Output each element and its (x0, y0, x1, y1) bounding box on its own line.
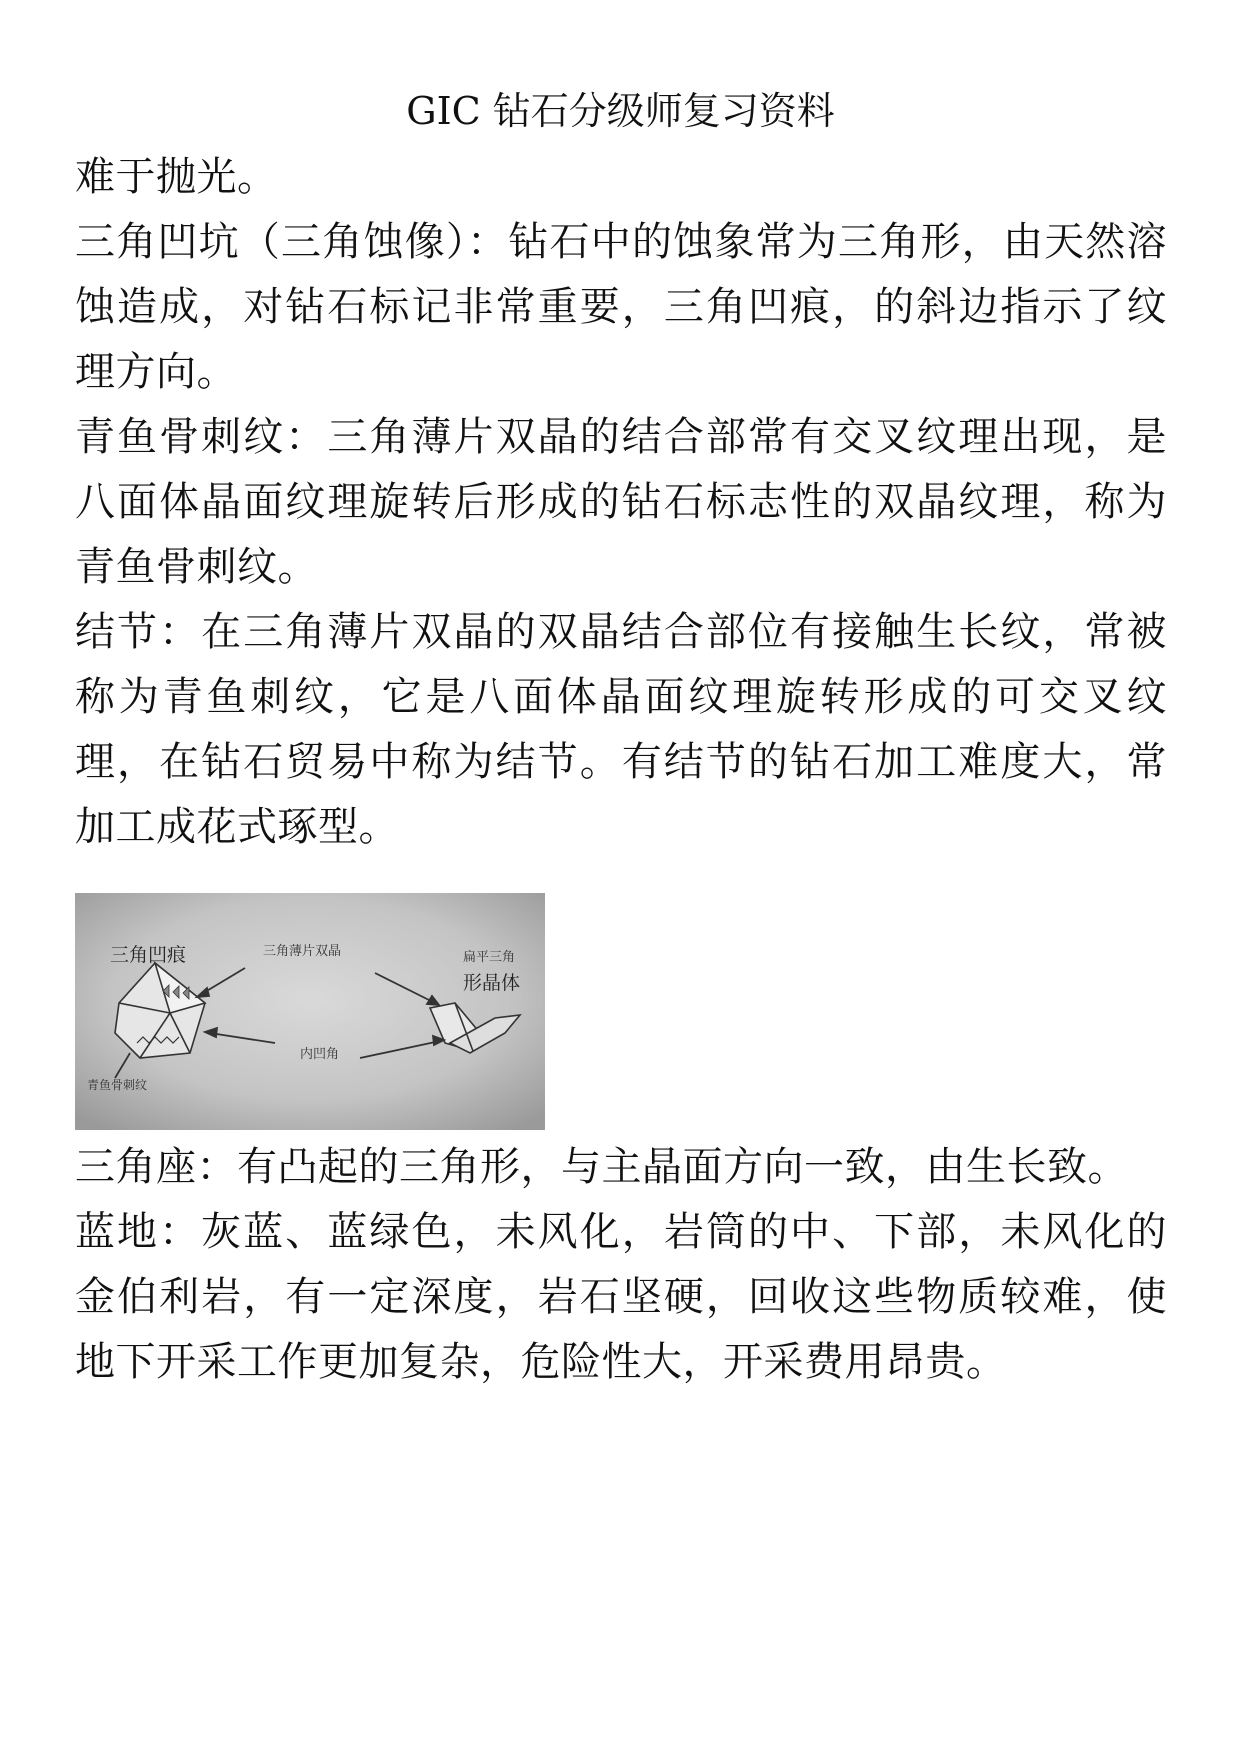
label-flat-triangle-line2: 形晶体 (463, 972, 521, 994)
label-macle: 三角薄片双晶 (263, 944, 342, 959)
text-block-top (75, 145, 1167, 860)
text-block-bottom (75, 1135, 1167, 1395)
paragraph-herringbone: 青鱼骨刺纹：三角薄片双晶的结合部常有交叉纹理出现，是八面体晶面纹理旋转后形成的钻石标志性的双晶纹理，称为青鱼骨刺纹。 (75, 414, 1167, 590)
label-triangle-pit: 三角凹痕 (110, 944, 187, 966)
paragraph-blue-ground: 蓝地：灰蓝、蓝绿色，未风化，岩筒的中、下部，未风化的金伯利岩，有一定深度，岩石坚硬，回收这些物质较难，使地下开采工作更加复杂，危险性大，开采费用昂贵。 (75, 1209, 1167, 1385)
macle-diagram (75, 893, 545, 1130)
paragraph-knot: 结节：在三角薄片双晶的双晶结合部位有接触生长纹，常被称为青鱼刺纹，它是八面体晶面纹理旋转形成的可交叉纹理，在钻石贸易中称为结节。有结节的钻石加工难度大，常加工成花式琢型。 (75, 609, 1167, 850)
page-title: GIC 钻石分级师复习资料 (406, 89, 835, 133)
label-flat-triangle-line1: 扁平三角 (463, 950, 516, 965)
paragraph-polish: 难于抛光。 (75, 154, 278, 200)
label-herringbone: 青鱼骨刺纹 (87, 1078, 148, 1092)
macle-diagram-figure (75, 893, 545, 1130)
label-reentrant-angle: 内凹角 (300, 1047, 340, 1062)
paragraph-trigon: 三角凹坑（三角蚀像）：钻石中的蚀象常为三角形，由天然溶蚀造成，对钻石标记非常重要，三角凹痕，的斜边指示了纹理方向。 (75, 219, 1167, 395)
paragraph-trigon-seat: 三角座：有凸起的三角形，与主晶面方向一致，由生长致。 (75, 1144, 1128, 1190)
